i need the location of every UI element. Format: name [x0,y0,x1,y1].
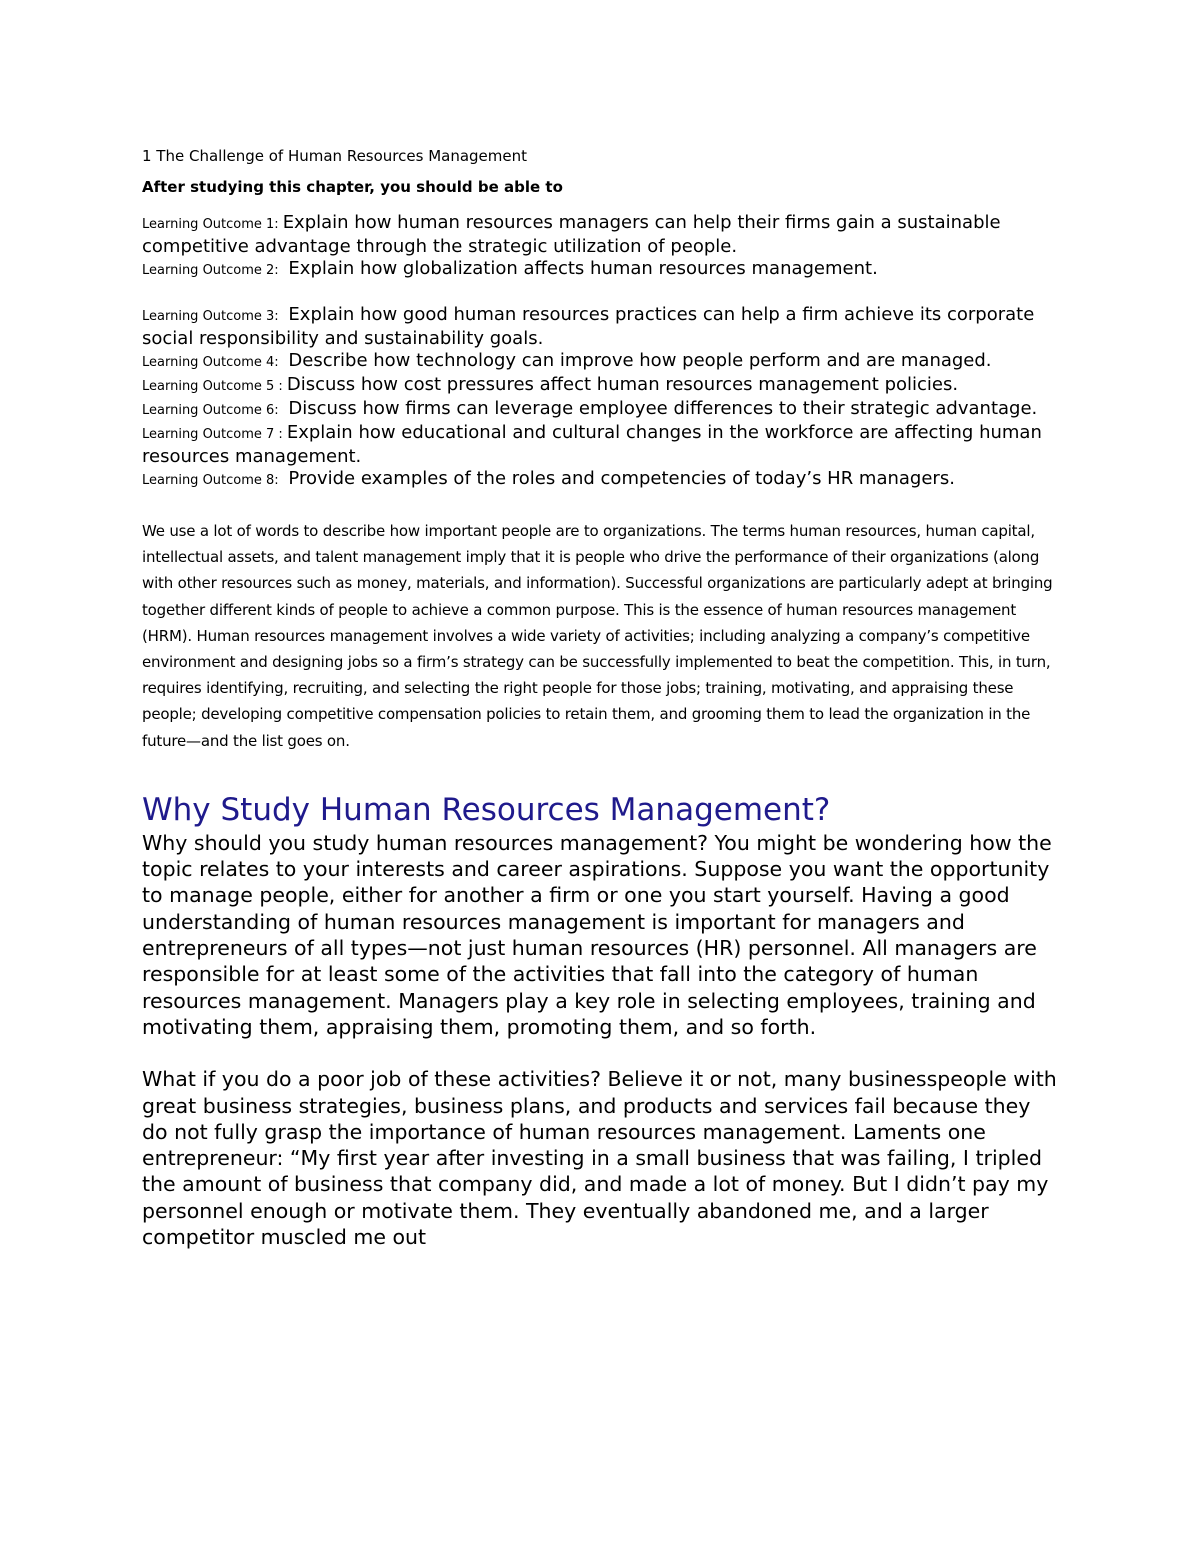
learning-outcome-text: Discuss how firms can leverage employee differences to their strategic advantage. [288,398,1038,419]
learning-outcome-label: Learning Outcome 6: [142,403,279,418]
learning-outcome-1 [142,212,1062,258]
learning-outcome-text: Discuss how cost pressures affect human resources management policies. [286,374,959,395]
learning-outcome-text: Provide examples of the roles and competencies of today’s HR managers. [288,468,955,489]
learning-outcome-text: Describe how technology can improve how people perform and are managed. [288,350,992,371]
learning-outcome-6 [142,398,1062,422]
learning-outcome-text: Explain how good human resources practices can help a firm achieve its corporate social responsibility and sustainability goals. [142,304,1035,349]
learning-outcome-8 [142,468,1062,492]
intro-line: After studying this chapter, you should be able to [142,178,563,196]
learning-outcome-7 [142,422,1062,468]
learning-outcome-label: Learning Outcome 8: [142,473,279,488]
learning-outcomes-list [142,212,1062,492]
learning-outcome-text: Explain how globalization affects human resources management. [288,258,878,279]
learning-outcome-label: Learning Outcome 7 : [142,427,283,442]
document-content [142,140,1062,1250]
learning-outcome-label: Learning Outcome 4: [142,355,279,370]
learning-outcome-label: Learning Outcome 5 : [142,379,283,394]
learning-outcome-label: Learning Outcome 2: [142,263,279,278]
section-heading: Why Study Human Resources Management? [142,791,831,828]
learning-outcome-3 [142,304,1062,350]
learning-outcome-text: Explain how educational and cultural changes in the workforce are affecting human resources management. [142,422,1042,467]
chapter-title: 1 The Challenge of Human Resources Management [142,147,528,165]
section-paragraph-1: Why should you study human resources management? You might be wondering how the topic relates to your interests and career aspirations. Suppose you want the opportunity to manage people, either for another a firm or one you start yourself. Having a good understanding of human resources management is important for managers and entrepreneurs of all types—not just human resources (HR) personnel. All managers are responsible for at least some of the activities that fall into the category of human resources management. Managers play a key role in selecting employees, training and motivating them, appraising them, promoting them, and so forth. [142,830,1052,1039]
intro-paragraph: We use a lot of words to describe how important people are to organizations. The terms human resources, human capital, intellectual assets, and talent management imply that it is people who drive the performance of their organizations (along with other resources such as money, materials, and information). Successful organizations are particularly adept at bringing together different kinds of people to achieve a common purpose. This is the essence of human resources management (HRM). Human resources management involves a wide variety of activities; including analyzing a company’s competitive environment and designing jobs so a firm’s strategy can be successfully implemented to beat the competition. This, in turn, requires identifying, recruiting, and selecting the right people for those jobs; training, motivating, and appraising these people; developing competitive compensation policies to retain them, and grooming them to lead the organization in the future—and the list goes on. [142,522,1053,750]
learning-outcome-label: Learning Outcome 3: [142,309,279,324]
learning-outcome-label: Learning Outcome 1: [142,217,279,232]
learning-outcome-text: Explain how human resources managers can help their firms gain a sustainable competitive advantage through the strategic utilization of people. [142,212,1001,257]
learning-outcome-2 [142,258,1062,282]
learning-outcome-4 [142,350,1062,374]
learning-outcome-5 [142,374,1062,398]
section-paragraph-2: What if you do a poor job of these activities? Believe it or not, many businesspeople with great business strategies, business plans, and products and services fail because they do not fully grasp the importance of human resources management. Laments one entrepreneur: “My first year after investing in a small business that was failing, I tripled the amount of business that company did, and made a lot of money. But I didn’t pay my personnel enough or motivate them. They eventually abandoned me, and a larger competitor muscled me out [142,1067,1057,1249]
